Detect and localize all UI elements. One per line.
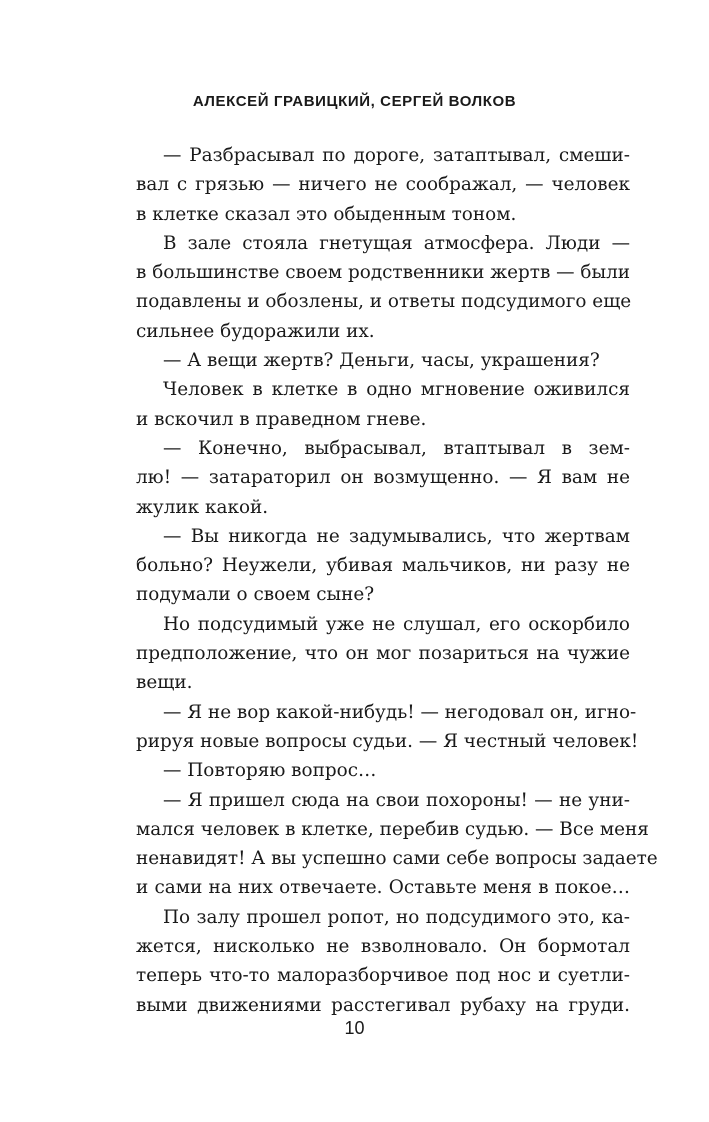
text-line: — А вещи жертв? Деньги, часы, украшения? <box>163 350 600 372</box>
text-line: В зале стояла гнетущая атмосфера. Люди — <box>163 232 630 254</box>
page-number: 10 <box>344 1018 365 1038</box>
text-line: — Вы никогда не задумывались, что жертвам <box>163 525 630 547</box>
text-line: вещи. <box>136 672 193 694</box>
text-line: выми движениями расстегивал рубаху на груди. <box>136 994 630 1016</box>
text-line: — Я пришел сюда на свои похороны! — не уни- <box>163 789 630 811</box>
text-line: — Повторяю вопрос… <box>163 760 377 782</box>
text-line: — Конечно, выбрасывал, втаптывал в зем- <box>163 437 630 459</box>
text-line: По залу прошел ропот, но подсудимого это, ка- <box>163 906 630 928</box>
text-line: рируя новые вопросы судьи. — Я честный человек! <box>136 730 639 752</box>
text-line: жулик какой. <box>136 496 269 518</box>
text-line: и сами на них отвечаете. Оставьте меня в покое… <box>136 877 630 899</box>
text-line: и вскочил в праведном гневе. <box>136 408 427 430</box>
text-line: Но подсудимый уже не слушал, его оскорбило <box>163 613 630 635</box>
text-line: — Я не вор какой-нибудь! — негодовал он, игно- <box>163 701 637 723</box>
text-line: Человек в клетке в одно мгновение оживился <box>163 379 630 401</box>
body-text <box>136 141 658 1020</box>
text-line: предположение, что он мог позариться на чужие <box>136 643 630 665</box>
text-line: сильнее будоражили их. <box>136 320 375 342</box>
text-line: вал с грязью — ничего не соображал, — человек <box>136 174 630 196</box>
text-line: в клетке сказал это обыденным тоном. <box>136 203 517 225</box>
text-line: подумали о своем сыне? <box>136 584 375 606</box>
text-line: жется, нисколько не взволновало. Он бормотал <box>136 936 630 958</box>
text-line: больно? Неужели, убивая мальчиков, ни разу не <box>136 555 630 577</box>
text-line: подавлены и обозлены, и ответы подсудимого еще <box>136 291 632 313</box>
text-line: в большинстве своем родственники жертв — были <box>136 262 631 284</box>
text-line: мался человек в клетке, перебив судью. — Все меня <box>136 818 649 840</box>
text-line: ненавидят! А вы успешно сами себе вопросы задаете <box>136 848 658 870</box>
running-head: АЛЕКСЕЙ ГРАВИЦКИЙ, СЕРГЕЙ ВОЛКОВ <box>192 93 517 110</box>
text-line: — Разбрасывал по дороге, затаптывал, смеши- <box>163 145 630 166</box>
text-line: теперь что-то малоразборчивое под нос и суетли- <box>136 965 630 987</box>
text-line: лю! — затараторил он возмущенно. — Я вам не <box>136 467 630 489</box>
